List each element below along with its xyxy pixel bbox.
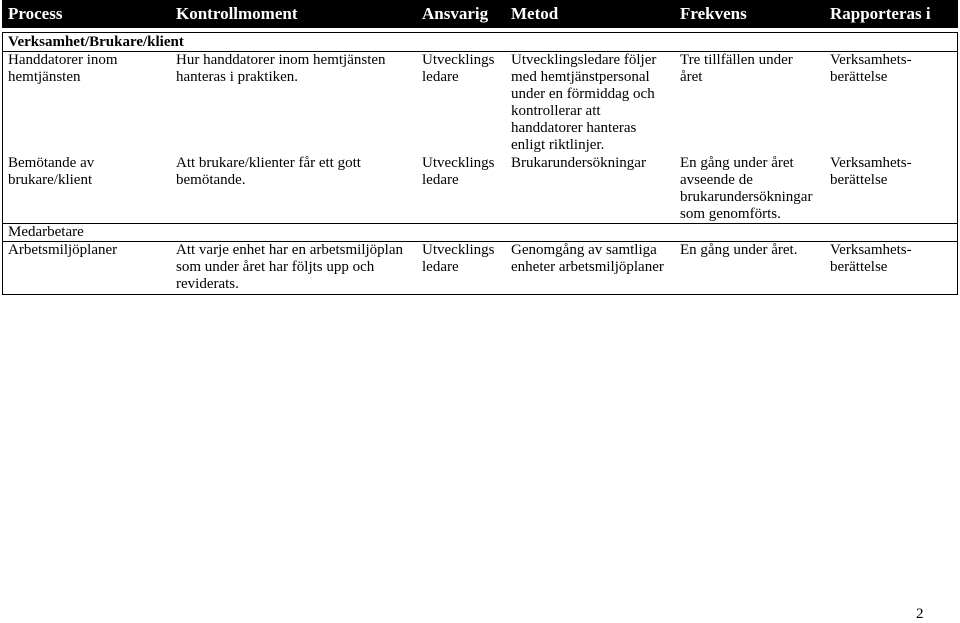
cell-rapporteras: Verksamhets- berättelse bbox=[830, 155, 912, 188]
cell-frekvens: En gång under året avseende de brukarundersökningar som genomförts. bbox=[680, 155, 813, 222]
header-kontrollmoment: Kontrollmoment bbox=[176, 4, 298, 23]
table-header bbox=[2, 0, 958, 28]
cell-ansvarig: Utvecklings ledare bbox=[422, 155, 495, 188]
cell-kontrollmoment: Att brukare/klienter får ett gott bemötande. bbox=[176, 155, 361, 188]
cell-kontrollmoment: Hur handdatorer inom hemtjänsten hanteras i praktiken. bbox=[176, 52, 386, 85]
header-process: Process bbox=[8, 4, 63, 23]
header-metod: Metod bbox=[511, 4, 559, 23]
cell-metod: Brukarundersökningar bbox=[511, 155, 646, 171]
cell-rapporteras: Verksamhets- berättelse bbox=[830, 242, 912, 275]
cell-frekvens: En gång under året. bbox=[680, 242, 798, 258]
cell-frekvens: Tre tillfällen under året bbox=[680, 52, 793, 85]
cell-metod: Utvecklingsledare följer med hemtjänstpersonal under en förmiddag och kontrollerar att handdatorer hanteras enligt riktlinjer. bbox=[511, 52, 657, 153]
page-number: 2 bbox=[916, 606, 924, 622]
header-ansvarig: Ansvarig bbox=[422, 4, 489, 23]
cell-process: Handdatorer inom hemtjänsten bbox=[8, 52, 118, 85]
cell-process: Arbetsmiljöplaner bbox=[8, 242, 118, 258]
cell-ansvarig: Utvecklings ledare bbox=[422, 52, 495, 85]
section-title: Medarbetare bbox=[2, 223, 958, 242]
cell-kontrollmoment: Att varje enhet har en arbetsmiljöplan som under året har följts upp och reviderats. bbox=[176, 242, 403, 292]
table-row bbox=[2, 242, 958, 294]
cell-process: Bemötande av brukare/klient bbox=[8, 155, 95, 188]
table-row bbox=[2, 52, 958, 155]
header-frekvens: Frekvens bbox=[680, 4, 747, 23]
cell-metod: Genomgång av samtliga enheter arbetsmiljöplaner bbox=[511, 242, 664, 275]
table-row bbox=[2, 155, 958, 223]
cell-ansvarig: Utvecklings ledare bbox=[422, 242, 495, 275]
section-title: Verksamhet/Brukare/klient bbox=[2, 33, 958, 52]
header-rapporteras: Rapporteras i bbox=[830, 4, 931, 23]
cell-rapporteras: Verksamhets- berättelse bbox=[830, 52, 912, 85]
